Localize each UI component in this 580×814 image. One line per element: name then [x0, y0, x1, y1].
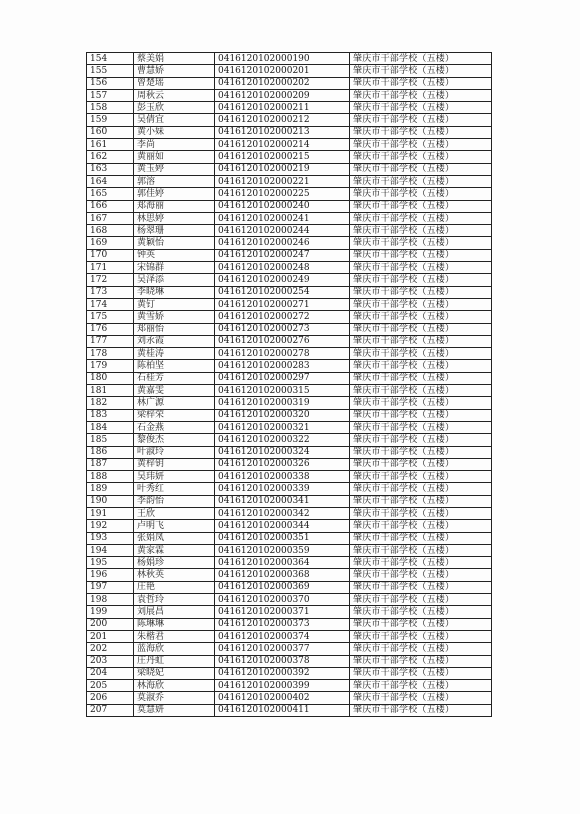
exam-location-cell: 肇庆市干部学校（五楼）: [350, 507, 492, 519]
table-row: [87, 360, 492, 372]
row-number-cell: 195: [87, 557, 134, 569]
table-row: [87, 89, 492, 101]
exam-location-cell: 肇庆市干部学校（五楼）: [350, 175, 492, 187]
exam-id-cell: 0416120102000369: [215, 581, 350, 593]
row-number-cell: 184: [87, 421, 134, 433]
row-number-cell: 178: [87, 348, 134, 360]
row-number-cell: 154: [87, 53, 134, 65]
table-row: [87, 409, 492, 421]
candidate-table: [86, 52, 492, 717]
candidate-name-cell: 刘永霞: [134, 335, 215, 347]
exam-id-cell: 0416120102000212: [215, 114, 350, 126]
exam-location-cell: 肇庆市干部学校（五楼）: [350, 163, 492, 175]
row-number-cell: 190: [87, 495, 134, 507]
candidate-name-cell: 李尚: [134, 139, 215, 151]
row-number-cell: 168: [87, 225, 134, 237]
exam-id-cell: 0416120102000201: [215, 65, 350, 77]
exam-id-cell: 0416120102000297: [215, 372, 350, 384]
candidate-table-body: [87, 53, 492, 717]
exam-location-cell: 肇庆市干部学校（五楼）: [350, 692, 492, 704]
exam-location-cell: 肇庆市干部学校（五楼）: [350, 557, 492, 569]
table-row: [87, 262, 492, 274]
table-row: [87, 225, 492, 237]
table-row: [87, 65, 492, 77]
row-number-cell: 167: [87, 212, 134, 224]
candidate-name-cell: 蓝海欣: [134, 643, 215, 655]
row-number-cell: 164: [87, 175, 134, 187]
row-number-cell: 161: [87, 139, 134, 151]
exam-location-cell: 肇庆市干部学校（五楼）: [350, 53, 492, 65]
table-row: [87, 594, 492, 606]
row-number-cell: 207: [87, 704, 134, 716]
exam-location-cell: 肇庆市干部学校（五楼）: [350, 421, 492, 433]
exam-id-cell: 0416120102000241: [215, 212, 350, 224]
candidate-name-cell: 李韵怡: [134, 495, 215, 507]
exam-location-cell: 肇庆市干部学校（五楼）: [350, 102, 492, 114]
exam-id-cell: 0416120102000319: [215, 397, 350, 409]
exam-location-cell: 肇庆市干部学校（五楼）: [350, 262, 492, 274]
candidate-name-cell: 黄钉: [134, 298, 215, 310]
table-row: [87, 704, 492, 716]
table-row: [87, 446, 492, 458]
exam-location-cell: 肇庆市干部学校（五楼）: [350, 409, 492, 421]
exam-id-cell: 0416120102000320: [215, 409, 350, 421]
table-row: [87, 692, 492, 704]
exam-location-cell: 肇庆市干部学校（五楼）: [350, 532, 492, 544]
candidate-name-cell: 宋锦群: [134, 262, 215, 274]
row-number-cell: 206: [87, 692, 134, 704]
exam-id-cell: 0416120102000371: [215, 606, 350, 618]
candidate-name-cell: 郑丽怡: [134, 323, 215, 335]
candidate-name-cell: 陈柏坚: [134, 360, 215, 372]
exam-id-cell: 0416120102000215: [215, 151, 350, 163]
exam-id-cell: 0416120102000322: [215, 434, 350, 446]
exam-id-cell: 0416120102000342: [215, 507, 350, 519]
candidate-name-cell: 周秋云: [134, 89, 215, 101]
candidate-name-cell: 叶秀红: [134, 483, 215, 495]
exam-id-cell: 0416120102000364: [215, 557, 350, 569]
exam-location-cell: 肇庆市干部学校（五楼）: [350, 385, 492, 397]
table-row: [87, 471, 492, 483]
candidate-name-cell: 郭溶: [134, 175, 215, 187]
table-row: [87, 507, 492, 519]
exam-id-cell: 0416120102000276: [215, 335, 350, 347]
exam-id-cell: 0416120102000326: [215, 458, 350, 470]
exam-id-cell: 0416120102000370: [215, 594, 350, 606]
candidate-name-cell: 李晓琳: [134, 286, 215, 298]
exam-location-cell: 肇庆市干部学校（五楼）: [350, 569, 492, 581]
candidate-name-cell: 石桂芳: [134, 372, 215, 384]
exam-location-cell: 肇庆市干部学校（五楼）: [350, 348, 492, 360]
table-row: [87, 397, 492, 409]
exam-id-cell: 0416120102000344: [215, 520, 350, 532]
candidate-name-cell: 林思婷: [134, 212, 215, 224]
candidate-name-cell: 陈琳琳: [134, 618, 215, 630]
exam-id-cell: 0416120102000278: [215, 348, 350, 360]
exam-location-cell: 肇庆市干部学校（五楼）: [350, 225, 492, 237]
exam-location-cell: 肇庆市干部学校（五楼）: [350, 311, 492, 323]
row-number-cell: 182: [87, 397, 134, 409]
table-row: [87, 667, 492, 679]
candidate-name-cell: 蔡美娟: [134, 53, 215, 65]
exam-id-cell: 0416120102000411: [215, 704, 350, 716]
row-number-cell: 183: [87, 409, 134, 421]
exam-id-cell: 0416120102000339: [215, 483, 350, 495]
row-number-cell: 181: [87, 385, 134, 397]
table-row: [87, 581, 492, 593]
row-number-cell: 191: [87, 507, 134, 519]
row-number-cell: 155: [87, 65, 134, 77]
row-number-cell: 173: [87, 286, 134, 298]
table-row: [87, 311, 492, 323]
row-number-cell: 198: [87, 594, 134, 606]
exam-id-cell: 0416120102000244: [215, 225, 350, 237]
table-row: [87, 77, 492, 89]
candidate-name-cell: 吴泽添: [134, 274, 215, 286]
exam-id-cell: 0416120102000373: [215, 618, 350, 630]
candidate-name-cell: 林海欣: [134, 680, 215, 692]
exam-location-cell: 肇庆市干部学校（五楼）: [350, 495, 492, 507]
exam-id-cell: 0416120102000315: [215, 385, 350, 397]
row-number-cell: 179: [87, 360, 134, 372]
candidate-name-cell: 黄颖怡: [134, 237, 215, 249]
row-number-cell: 189: [87, 483, 134, 495]
row-number-cell: 157: [87, 89, 134, 101]
row-number-cell: 169: [87, 237, 134, 249]
exam-location-cell: 肇庆市干部学校（五楼）: [350, 237, 492, 249]
candidate-name-cell: 朱楷君: [134, 630, 215, 642]
exam-id-cell: 0416120102000374: [215, 630, 350, 642]
candidate-name-cell: 黄梓钥: [134, 458, 215, 470]
row-number-cell: 203: [87, 655, 134, 667]
exam-location-cell: 肇庆市干部学校（五楼）: [350, 618, 492, 630]
candidate-name-cell: 吴倩宜: [134, 114, 215, 126]
exam-id-cell: 0416120102000240: [215, 200, 350, 212]
exam-id-cell: 0416120102000246: [215, 237, 350, 249]
exam-id-cell: 0416120102000321: [215, 421, 350, 433]
exam-location-cell: 肇庆市干部学校（五楼）: [350, 77, 492, 89]
table-row: [87, 175, 492, 187]
exam-id-cell: 0416120102000324: [215, 446, 350, 458]
candidate-name-cell: 袁哲玲: [134, 594, 215, 606]
exam-location-cell: 肇庆市干部学校（五楼）: [350, 126, 492, 138]
table-row: [87, 237, 492, 249]
exam-id-cell: 0416120102000378: [215, 655, 350, 667]
table-row: [87, 680, 492, 692]
exam-location-cell: 肇庆市干部学校（五楼）: [350, 704, 492, 716]
candidate-name-cell: 黄家霖: [134, 544, 215, 556]
exam-id-cell: 0416120102000219: [215, 163, 350, 175]
candidate-name-cell: 黄小妹: [134, 126, 215, 138]
table-row: [87, 483, 492, 495]
table-row: [87, 458, 492, 470]
table-row: [87, 200, 492, 212]
exam-id-cell: 0416120102000221: [215, 175, 350, 187]
table-row: [87, 606, 492, 618]
row-number-cell: 201: [87, 630, 134, 642]
row-number-cell: 180: [87, 372, 134, 384]
exam-id-cell: 0416120102000359: [215, 544, 350, 556]
table-row: [87, 630, 492, 642]
exam-id-cell: 0416120102000202: [215, 77, 350, 89]
row-number-cell: 176: [87, 323, 134, 335]
exam-id-cell: 0416120102000377: [215, 643, 350, 655]
exam-location-cell: 肇庆市干部学校（五楼）: [350, 544, 492, 556]
row-number-cell: 165: [87, 188, 134, 200]
row-number-cell: 192: [87, 520, 134, 532]
candidate-name-cell: 莫淑乔: [134, 692, 215, 704]
candidate-name-cell: 卢明飞: [134, 520, 215, 532]
row-number-cell: 185: [87, 434, 134, 446]
exam-location-cell: 肇庆市干部学校（五楼）: [350, 139, 492, 151]
exam-location-cell: 肇庆市干部学校（五楼）: [350, 200, 492, 212]
table-row: [87, 372, 492, 384]
candidate-name-cell: 曾楚瑶: [134, 77, 215, 89]
exam-location-cell: 肇庆市干部学校（五楼）: [350, 643, 492, 655]
row-number-cell: 177: [87, 335, 134, 347]
exam-id-cell: 0416120102000211: [215, 102, 350, 114]
table-row: [87, 151, 492, 163]
candidate-name-cell: 王欣: [134, 507, 215, 519]
row-number-cell: 200: [87, 618, 134, 630]
row-number-cell: 171: [87, 262, 134, 274]
exam-location-cell: 肇庆市干部学校（五楼）: [350, 667, 492, 679]
exam-location-cell: 肇庆市干部学校（五楼）: [350, 606, 492, 618]
candidate-name-cell: 林秋英: [134, 569, 215, 581]
exam-location-cell: 肇庆市干部学校（五楼）: [350, 274, 492, 286]
row-number-cell: 196: [87, 569, 134, 581]
candidate-name-cell: 钟英: [134, 249, 215, 261]
table-row: [87, 114, 492, 126]
exam-location-cell: 肇庆市干部学校（五楼）: [350, 471, 492, 483]
row-number-cell: 174: [87, 298, 134, 310]
exam-location-cell: 肇庆市干部学校（五楼）: [350, 65, 492, 77]
exam-location-cell: 肇庆市干部学校（五楼）: [350, 680, 492, 692]
table-row: [87, 495, 492, 507]
candidate-name-cell: 庄艳: [134, 581, 215, 593]
exam-id-cell: 0416120102000190: [215, 53, 350, 65]
candidate-name-cell: 黎俊杰: [134, 434, 215, 446]
row-number-cell: 186: [87, 446, 134, 458]
exam-location-cell: 肇庆市干部学校（五楼）: [350, 89, 492, 101]
table-row: [87, 139, 492, 151]
exam-id-cell: 0416120102000254: [215, 286, 350, 298]
table-row: [87, 274, 492, 286]
row-number-cell: 205: [87, 680, 134, 692]
exam-id-cell: 0416120102000271: [215, 298, 350, 310]
row-number-cell: 193: [87, 532, 134, 544]
row-number-cell: 162: [87, 151, 134, 163]
candidate-name-cell: 莫慧妍: [134, 704, 215, 716]
candidate-name-cell: 张娟凤: [134, 532, 215, 544]
table-row: [87, 298, 492, 310]
row-number-cell: 204: [87, 667, 134, 679]
exam-location-cell: 肇庆市干部学校（五楼）: [350, 458, 492, 470]
exam-location-cell: 肇庆市干部学校（五楼）: [350, 520, 492, 532]
candidate-name-cell: 石金燕: [134, 421, 215, 433]
exam-id-cell: 0416120102000402: [215, 692, 350, 704]
candidate-name-cell: 梁梓荣: [134, 409, 215, 421]
row-number-cell: 158: [87, 102, 134, 114]
exam-location-cell: 肇庆市干部学校（五楼）: [350, 397, 492, 409]
row-number-cell: 175: [87, 311, 134, 323]
exam-id-cell: 0416120102000225: [215, 188, 350, 200]
candidate-name-cell: 曹慧娇: [134, 65, 215, 77]
exam-location-cell: 肇庆市干部学校（五楼）: [350, 581, 492, 593]
exam-location-cell: 肇庆市干部学校（五楼）: [350, 594, 492, 606]
exam-location-cell: 肇庆市干部学校（五楼）: [350, 360, 492, 372]
table-row: [87, 520, 492, 532]
exam-location-cell: 肇庆市干部学校（五楼）: [350, 188, 492, 200]
exam-location-cell: 肇庆市干部学校（五楼）: [350, 655, 492, 667]
candidate-name-cell: 黄嘉雯: [134, 385, 215, 397]
candidate-name-cell: 黄玉婷: [134, 163, 215, 175]
row-number-cell: 197: [87, 581, 134, 593]
exam-id-cell: 0416120102000351: [215, 532, 350, 544]
row-number-cell: 159: [87, 114, 134, 126]
candidate-name-cell: 林广源: [134, 397, 215, 409]
candidate-name-cell: 吴玮妍: [134, 471, 215, 483]
table-row: [87, 163, 492, 175]
table-row: [87, 434, 492, 446]
table-row: [87, 385, 492, 397]
candidate-name-cell: 杨娟珍: [134, 557, 215, 569]
exam-location-cell: 肇庆市干部学校（五楼）: [350, 434, 492, 446]
exam-id-cell: 0416120102000249: [215, 274, 350, 286]
exam-location-cell: 肇庆市干部学校（五楼）: [350, 114, 492, 126]
candidate-name-cell: 黄桂涛: [134, 348, 215, 360]
exam-id-cell: 0416120102000368: [215, 569, 350, 581]
table-row: [87, 557, 492, 569]
candidate-name-cell: 庄丹虹: [134, 655, 215, 667]
exam-location-cell: 肇庆市干部学校（五楼）: [350, 372, 492, 384]
row-number-cell: 170: [87, 249, 134, 261]
table-row: [87, 348, 492, 360]
row-number-cell: 156: [87, 77, 134, 89]
exam-id-cell: 0416120102000247: [215, 249, 350, 261]
table-row: [87, 335, 492, 347]
exam-id-cell: 0416120102000392: [215, 667, 350, 679]
candidate-name-cell: 郑海丽: [134, 200, 215, 212]
table-row: [87, 102, 492, 114]
exam-id-cell: 0416120102000209: [215, 89, 350, 101]
exam-id-cell: 0416120102000341: [215, 495, 350, 507]
exam-location-cell: 肇庆市干部学校（五楼）: [350, 249, 492, 261]
candidate-name-cell: 郭佳婷: [134, 188, 215, 200]
row-number-cell: 187: [87, 458, 134, 470]
row-number-cell: 172: [87, 274, 134, 286]
exam-location-cell: 肇庆市干部学校（五楼）: [350, 286, 492, 298]
exam-id-cell: 0416120102000338: [215, 471, 350, 483]
table-row: [87, 655, 492, 667]
exam-id-cell: 0416120102000273: [215, 323, 350, 335]
table-row: [87, 643, 492, 655]
table-row: [87, 323, 492, 335]
row-number-cell: 188: [87, 471, 134, 483]
table-row: [87, 249, 492, 261]
candidate-name-cell: 黄丽如: [134, 151, 215, 163]
exam-id-cell: 0416120102000213: [215, 126, 350, 138]
row-number-cell: 194: [87, 544, 134, 556]
row-number-cell: 166: [87, 200, 134, 212]
table-row: [87, 53, 492, 65]
candidate-name-cell: 梁晓妃: [134, 667, 215, 679]
exam-location-cell: 肇庆市干部学校（五楼）: [350, 446, 492, 458]
candidate-name-cell: 黄雪娇: [134, 311, 215, 323]
exam-id-cell: 0416120102000214: [215, 139, 350, 151]
exam-location-cell: 肇庆市干部学校（五楼）: [350, 323, 492, 335]
exam-id-cell: 0416120102000399: [215, 680, 350, 692]
candidate-name-cell: 刘展昌: [134, 606, 215, 618]
candidate-name-cell: 叶淑玲: [134, 446, 215, 458]
table-row: [87, 618, 492, 630]
row-number-cell: 202: [87, 643, 134, 655]
table-row: [87, 544, 492, 556]
exam-location-cell: 肇庆市干部学校（五楼）: [350, 483, 492, 495]
table-row: [87, 286, 492, 298]
exam-id-cell: 0416120102000248: [215, 262, 350, 274]
row-number-cell: 163: [87, 163, 134, 175]
candidate-name-cell: 彭玉欣: [134, 102, 215, 114]
table-row: [87, 421, 492, 433]
exam-location-cell: 肇庆市干部学校（五楼）: [350, 335, 492, 347]
table-row: [87, 126, 492, 138]
table-row: [87, 532, 492, 544]
table-row: [87, 212, 492, 224]
exam-location-cell: 肇庆市干部学校（五楼）: [350, 630, 492, 642]
exam-location-cell: 肇庆市干部学校（五楼）: [350, 151, 492, 163]
row-number-cell: 160: [87, 126, 134, 138]
exam-location-cell: 肇庆市干部学校（五楼）: [350, 212, 492, 224]
table-row: [87, 188, 492, 200]
exam-id-cell: 0416120102000283: [215, 360, 350, 372]
exam-location-cell: 肇庆市干部学校（五楼）: [350, 298, 492, 310]
exam-id-cell: 0416120102000272: [215, 311, 350, 323]
candidate-name-cell: 杨翠珊: [134, 225, 215, 237]
table-row: [87, 569, 492, 581]
row-number-cell: 199: [87, 606, 134, 618]
